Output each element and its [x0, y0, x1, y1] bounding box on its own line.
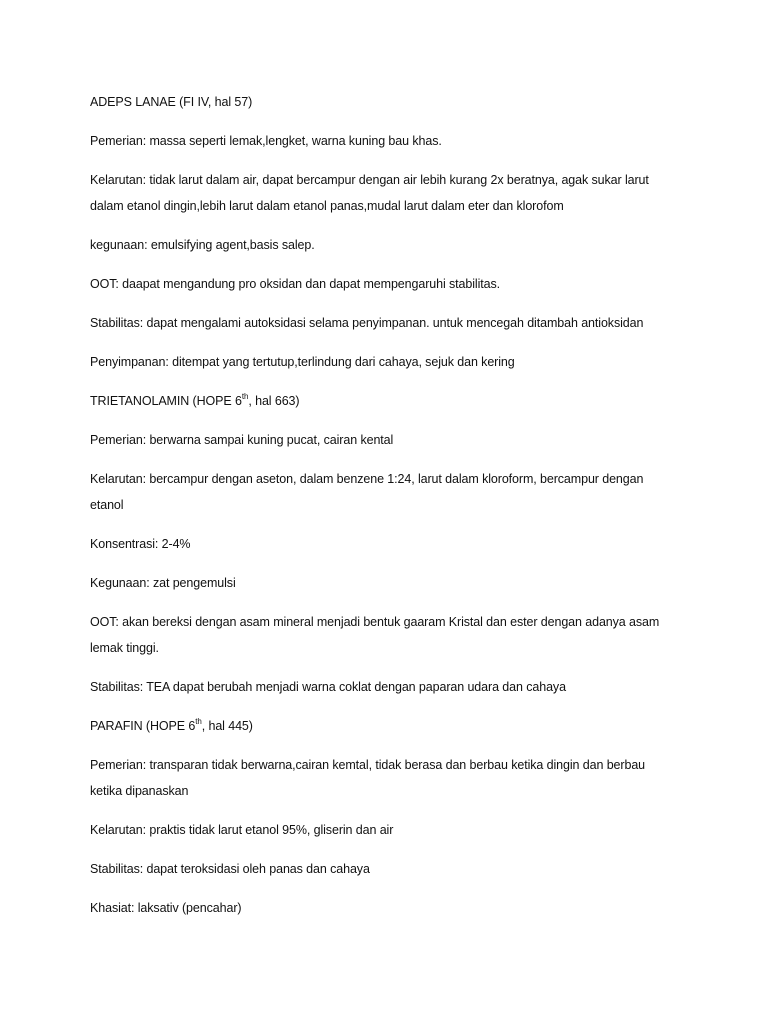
- paragraph-pemerian: Pemerian: massa seperti lemak,lengket, warna kuning bau khas.: [90, 134, 442, 148]
- heading-text: PARAFIN (HOPE 6: [90, 719, 196, 733]
- paragraph-stabilitas: Stabilitas: dapat mengalami autoksidasi selama penyimpanan. untuk mencegah ditambah antioksidan: [90, 316, 644, 330]
- heading-text: , hal 445): [201, 719, 253, 733]
- paragraph-pemerian: Pemerian: transparan tidak berwarna,cairan kemtal, tidak berasa dan berbau ketika dingin dan berbau ketika dipanaskan: [90, 758, 646, 798]
- heading-superscript: th: [241, 391, 249, 401]
- paragraph-stabilitas: Stabilitas: TEA dapat berubah menjadi warna coklat dengan paparan udara dan cahaya: [90, 680, 566, 694]
- paragraph-kelarutan: Kelarutan: praktis tidak larut etanol 95%, gliserin dan air: [90, 823, 394, 837]
- paragraph-penyimpanan: Penyimpanan: ditempat yang tertutup,terlindung dari cahaya, sejuk dan kering: [90, 355, 515, 369]
- section-heading-parafin: [90, 713, 253, 739]
- paragraph-khasiat: Khasiat: laksativ (pencahar): [90, 901, 242, 915]
- paragraph-konsentrasi: Konsentrasi: 2-4%: [90, 537, 191, 551]
- heading-text: , hal 663): [248, 394, 300, 408]
- section-heading-trietanolamin: [90, 388, 299, 414]
- section-heading-adeps-lanae: ADEPS LANAE (FI IV, hal 57): [90, 95, 253, 109]
- paragraph-kelarutan: Kelarutan: bercampur dengan aseton, dalam benzene 1:24, larut dalam kloroform, bercampur dengan etanol: [90, 472, 644, 512]
- paragraph-oot: OOT: daapat mengandung pro oksidan dan dapat mempengaruhi stabilitas.: [90, 277, 501, 291]
- heading-superscript: th: [195, 716, 202, 726]
- paragraph-oot: OOT: akan bereksi dengan asam mineral menjadi bentuk gaaram Kristal dan ester dengan adanya asam lemak tinggi.: [90, 615, 660, 655]
- paragraph-kegunaan: Kegunaan: zat pengemulsi: [90, 576, 236, 590]
- paragraph-stabilitas: Stabilitas: dapat teroksidasi oleh panas dan cahaya: [90, 862, 370, 876]
- paragraph-pemerian: Pemerian: berwarna sampai kuning pucat, cairan kental: [90, 433, 394, 447]
- heading-text: TRIETANOLAMIN (HOPE 6: [90, 394, 242, 408]
- paragraph-kegunaan: kegunaan: emulsifying agent,basis salep.: [90, 238, 315, 252]
- paragraph-kelarutan: Kelarutan: tidak larut dalam air, dapat bercampur dengan air lebih kurang 2x beratnya, agak sukar larut dalam etanol dingin,lebih larut dalam etanol panas,mudal larut dalam eter dan klorofom: [90, 173, 649, 213]
